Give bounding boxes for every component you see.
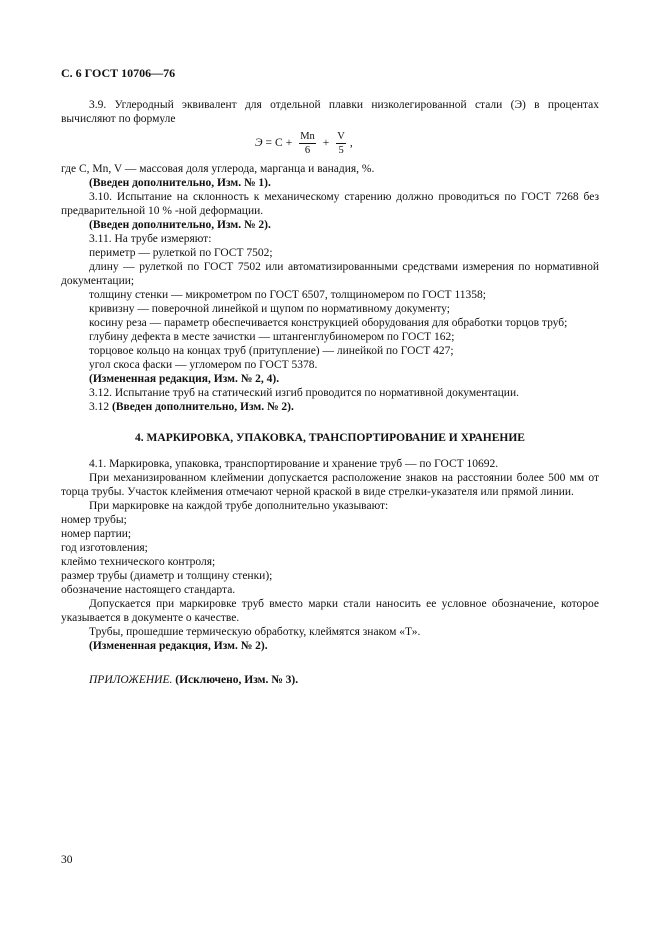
clause-4-heat: Трубы, прошедшие термическую обработку, клеймятся знаком «Т». [89, 626, 421, 638]
measure-item: косину реза — параметр обеспечивается конструкцией оборудования для обработки торцов труб; [89, 317, 568, 329]
measure-item: длину — рулеткой по ГОСТ 7502 или автоматизированными средствами измерения по нормативной документации; [61, 261, 599, 287]
fraction-mn-denominator: 6 [304, 144, 311, 156]
measure-item: глубину дефекта в месте зачистки — штангенглубиномером по ГОСТ 162; [89, 331, 455, 343]
appendix-note: (Исключено, Изм. № 3). [175, 674, 299, 686]
formula-lhs: Э [255, 137, 263, 149]
clause-4-mechanized: При механизированном клеймении допускается расположение знаков на расстоянии более 500 мм от торца трубы. Участок клеймения отмечают черной краской в виде стрелки-указателя или прямой линии. [61, 472, 599, 498]
clause-3-12-b-number: 3.12 [89, 401, 110, 413]
measure-item: торцовое кольцо на концах труб (притупление) — линейкой по ГОСТ 427; [89, 345, 454, 357]
mark-item: номер партии; [61, 528, 132, 540]
fraction-v [336, 131, 346, 156]
fraction-v-denominator: 5 [338, 144, 344, 156]
appendix-line [61, 673, 599, 687]
formula-explanation: где С, Mn, V — массовая доля углерода, марганца и ванадия, %. [61, 163, 375, 175]
formula-plus-2: + [322, 137, 330, 149]
fraction-v-numerator: V [337, 130, 345, 142]
formula-carbon: C [275, 137, 283, 149]
mark-item: клеймо технического контроля; [61, 556, 216, 568]
amendment-note-1: (Введен дополнительно, Изм. № 1). [89, 177, 271, 189]
amendment-note-3: (Измененная редакция, Изм. № 2, 4). [89, 373, 280, 385]
measure-item: периметр — рулеткой по ГОСТ 7502; [89, 247, 273, 259]
formula-plus-1: + [285, 137, 293, 149]
mark-item: обозначение настоящего стандарта. [61, 584, 236, 596]
clause-3-12-b-note: (Введен дополнительно, Изм. № 2). [112, 401, 294, 413]
fraction-mn [299, 131, 316, 156]
amendment-note-4: (Измененная редакция, Изм. № 2). [89, 640, 268, 652]
fraction-mn-numerator: Mn [300, 130, 315, 142]
clause-4-1: 4.1. Маркировка, упаковка, транспортирование и хранение труб — по ГОСТ 10692. [89, 458, 499, 470]
measure-item: угол скоса фаски — угломером по ГОСТ 5378. [89, 359, 318, 371]
formula-equals: = [265, 137, 273, 149]
measure-item: кривизну — поверочной линейкой и щупом по нормативному документу; [89, 303, 450, 315]
clause-4-allow: Допускается при маркировке труб вместо марки стали наносить ее условное обозначение, которое указывается в документе о качестве. [61, 598, 599, 624]
amendment-note-2: (Введен дополнительно, Изм. № 2). [89, 219, 271, 231]
appendix-label: ПРИЛОЖЕНИЕ. [89, 674, 173, 686]
document-body [61, 98, 599, 687]
clause-3-10: 3.10. Испытание на склонность к механическому старению должно проводиться по ГОСТ 7268 без предварительной 10 % -ной деформации. [61, 191, 599, 217]
carbon-equivalent-formula [61, 128, 599, 158]
clause-4-marking: При маркировке на каждой трубе дополнительно указывают: [89, 500, 389, 512]
page-header: С. 6 ГОСТ 10706—76 [61, 66, 176, 80]
clause-3-12-b [61, 400, 599, 414]
mark-item: размер трубы (диаметр и толщину стенки); [61, 570, 273, 582]
formula-tail: , [349, 137, 353, 149]
mark-item: номер трубы; [61, 514, 127, 526]
section-4-title: 4. МАРКИРОВКА, УПАКОВКА, ТРАНСПОРТИРОВАНИЕ И ХРАНЕНИЕ [135, 432, 525, 444]
measure-item: толщину стенки — микрометром по ГОСТ 6507, толщиномером по ГОСТ 11358; [89, 289, 486, 301]
page-number: 30 [61, 854, 73, 866]
clause-3-12-a: 3.12. Испытание труб на статический изгиб проводится по нормативной документации. [89, 387, 519, 399]
mark-item: год изготовления; [61, 542, 148, 554]
clause-3-11: 3.11. На трубе измеряют: [89, 233, 212, 245]
clause-3-9: 3.9. Углеродный эквивалент для отдельной плавки низколегированной стали (Э) в процентах вычисляют по формуле [61, 99, 599, 125]
